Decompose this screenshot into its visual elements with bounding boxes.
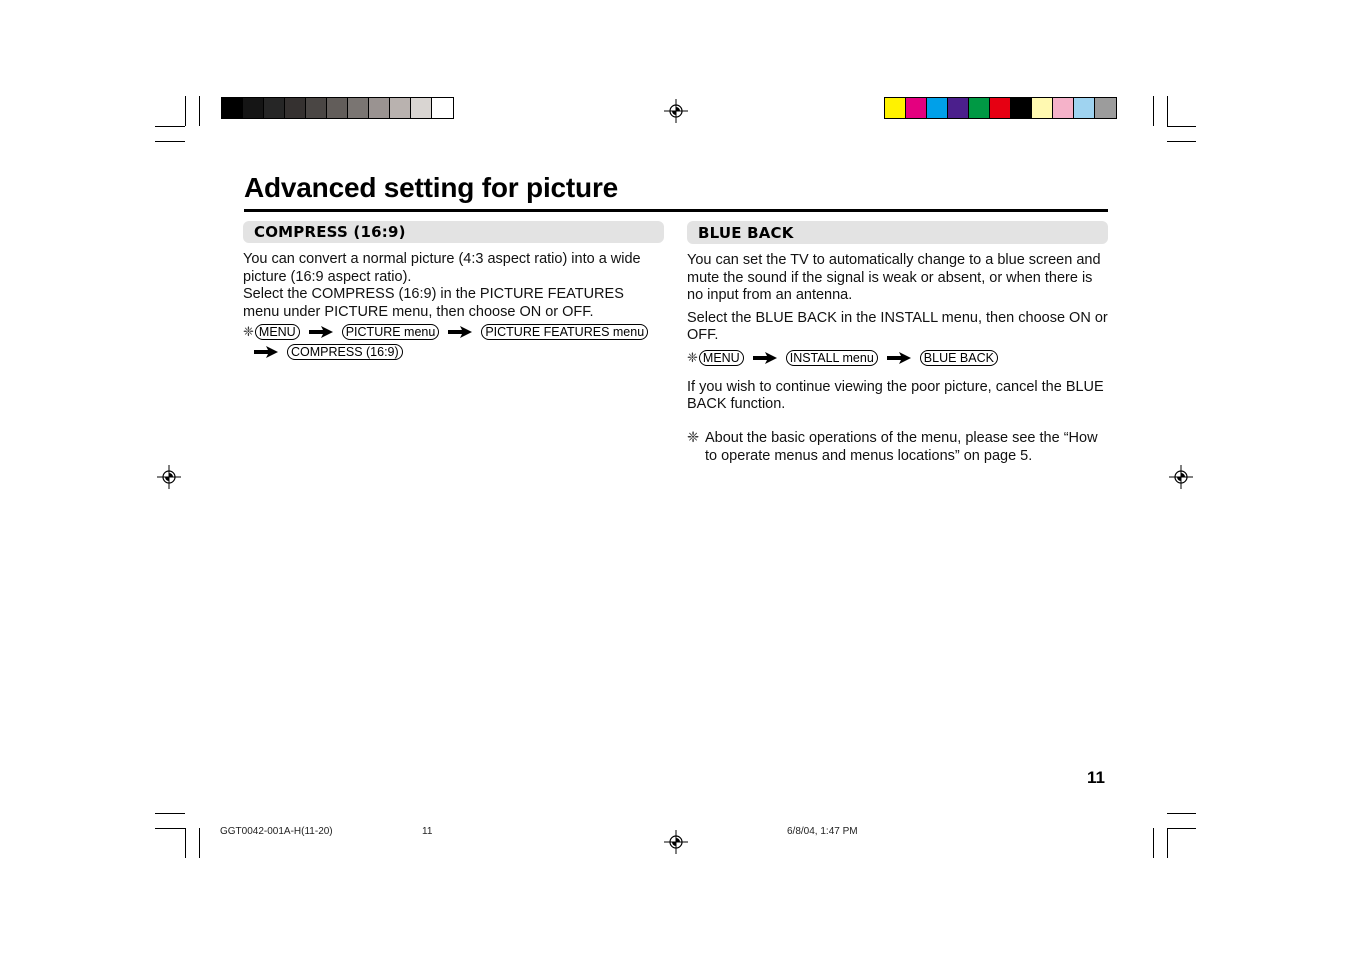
blue-back-menu-path	[687, 350, 1108, 366]
process-color-bar	[884, 97, 1117, 119]
menu-reference-note	[687, 429, 1108, 465]
grayscale-swatch	[432, 98, 453, 118]
color-swatch	[1095, 98, 1116, 118]
grayscale-swatch	[369, 98, 390, 118]
arrow-right-icon	[448, 326, 472, 338]
asterisk-icon: ❈	[243, 324, 254, 339]
grayscale-swatch	[390, 98, 411, 118]
color-swatch	[1032, 98, 1053, 118]
blue-back-instructions: Select the BLUE BACK in the INSTALL menu, then choose ON or OFF.	[687, 309, 1108, 343]
color-swatch	[990, 98, 1011, 118]
picture-features-menu-key: PICTURE FEATURES menu	[481, 324, 648, 340]
registration-mark-icon	[1169, 465, 1193, 489]
grayscale-swatch	[264, 98, 285, 118]
title-rule	[244, 209, 1108, 212]
grayscale-swatch	[243, 98, 264, 118]
menu-key: MENU	[255, 324, 300, 340]
page-title: Advanced setting for picture	[244, 172, 619, 203]
grayscale-swatch	[222, 98, 243, 118]
blue-back-section	[687, 221, 1108, 465]
blue-back-heading: BLUE BACK	[687, 221, 1108, 244]
blue-back-cancel-note: If you wish to continue viewing the poor picture, cancel the BLUE BACK function.	[687, 378, 1104, 412]
grayscale-swatch	[285, 98, 306, 118]
color-swatch	[1053, 98, 1074, 118]
picture-menu-key: PICTURE menu	[342, 324, 440, 340]
compress-heading: COMPRESS (16:9)	[243, 221, 664, 243]
registration-mark-icon	[664, 99, 688, 123]
color-swatch	[927, 98, 948, 118]
grayscale-swatch	[327, 98, 348, 118]
compress-key: COMPRESS (16:9)	[287, 344, 403, 360]
page-number: 11	[1087, 768, 1105, 787]
compress-instructions: Select the COMPRESS (16:9) in the PICTURE FEATURES menu under PICTURE menu, then choose ON or OFF.	[243, 286, 624, 320]
compress-menu-path-cont	[243, 344, 664, 360]
arrow-right-icon	[309, 326, 333, 338]
grayscale-swatch	[348, 98, 369, 118]
color-swatch	[1074, 98, 1095, 118]
grayscale-swatch	[306, 98, 327, 118]
footer-timestamp: 6/8/04, 1:47 PM	[787, 826, 858, 837]
color-swatch	[948, 98, 969, 118]
arrow-right-icon	[254, 346, 278, 358]
menu-reference-text: About the basic operations of the menu, please see the “How to operate menus and menus locations” on page 5.	[705, 429, 1098, 464]
registration-mark-icon	[664, 830, 688, 854]
compress-menu-path	[243, 324, 664, 340]
registration-mark-icon	[157, 465, 181, 489]
color-swatch	[906, 98, 927, 118]
arrow-right-icon	[887, 352, 911, 364]
compress-description: You can convert a normal picture (4:3 aspect ratio) into a wide picture (16:9 aspect ratio).	[243, 251, 641, 285]
asterisk-icon: ❈	[687, 349, 698, 365]
install-menu-key: INSTALL menu	[786, 350, 878, 366]
blue-back-description: You can set the TV to automatically change to a blue screen and mute the sound if the signal is weak or absent, or when there is no input from an antenna.	[687, 252, 1101, 303]
menu-key: MENU	[699, 350, 744, 366]
compress-section	[243, 221, 664, 360]
color-swatch	[969, 98, 990, 118]
color-swatch	[1011, 98, 1032, 118]
footer-job-code: GGT0042-001A-H(11-20)	[220, 826, 333, 837]
footer-page: 11	[422, 826, 433, 837]
arrow-right-icon	[753, 352, 777, 364]
color-swatch	[885, 98, 906, 118]
blue-back-key: BLUE BACK	[920, 350, 998, 366]
asterisk-icon: ❈	[687, 429, 700, 446]
grayscale-color-bar	[221, 97, 454, 119]
grayscale-swatch	[411, 98, 432, 118]
